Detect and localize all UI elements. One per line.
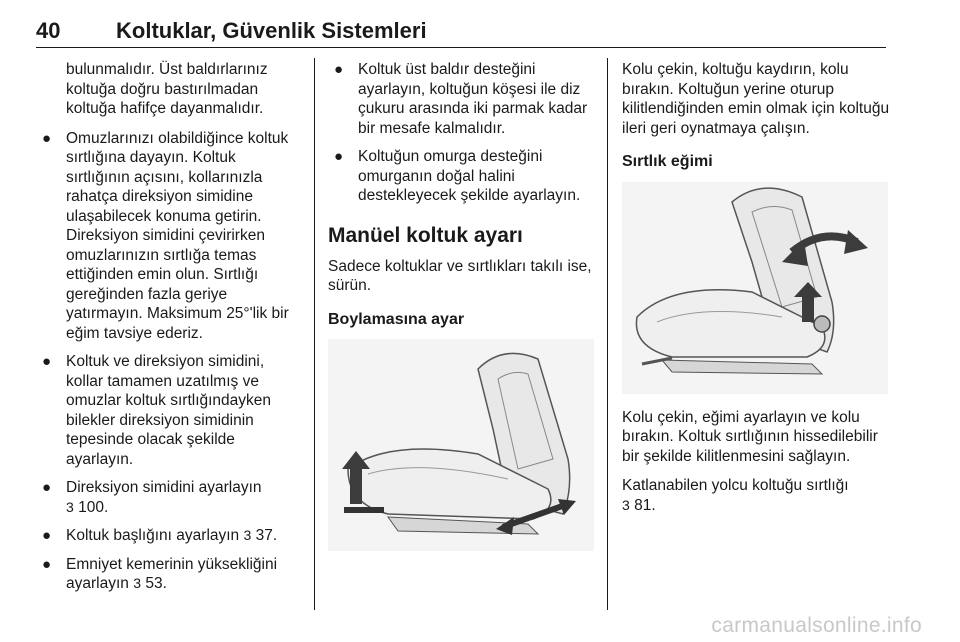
list-item (328, 60, 594, 138)
page-ref-icon: 3 (243, 527, 252, 543)
list-item (36, 478, 302, 517)
bullet-dot: ● (42, 353, 52, 370)
list-item (36, 526, 302, 546)
column-divider-left (314, 58, 315, 610)
list-item (36, 129, 302, 344)
column-3 (622, 60, 890, 525)
bullet-dot: ● (42, 129, 52, 147)
bullet-dot: ● (42, 555, 52, 573)
subsection-heading: Boylamasına ayar (328, 310, 465, 328)
seat-recline-drawing (622, 182, 888, 394)
bullet-dot: ● (42, 527, 52, 544)
col3-paragraph-2-text: Katlanabilen yolcu koltuğu sırtlığı (622, 477, 849, 494)
page-reference-link[interactable] (133, 575, 167, 592)
section-heading: Manüel koltuk ayarı (328, 223, 523, 247)
page-ref-icon: 3 (133, 575, 142, 591)
page-ref-icon: 3 (622, 496, 630, 513)
list-item-text: Omuzlarınızı olabildiğince koltuk sırtlığına dayayın. Koltuk sırtlığının açısını, kollarınızla rahatça direksiyon simidine ulaşabilecek konuma getirin. Direksiyon simidini çevirirken omuzlarınızın sırtlığa temas ettiğinden emin olun. Sırtlığı gereğinden fazla geriye yatırmayın. Maksimum 25°'lik bir eğim tavsiye ederiz. (66, 129, 289, 342)
list-item (36, 555, 302, 594)
list-item-text: Direksiyon simidini ayarlayın (66, 479, 262, 496)
watermark: carmanualsonline.info (711, 614, 922, 637)
col3-paragraph-1: Kolu çekin, eğimi ayarlayın ve kolu bırakın. Koltuk sırtlığının hissedilebilir bir şekilde kilitlenmesini sağlayın. (622, 408, 878, 465)
page-reference-link[interactable] (66, 499, 108, 516)
list-item-text: Koltuk başlığını ayarlayın (66, 527, 240, 544)
subsection-heading: Sırtlık eğimi (622, 153, 713, 170)
seat-recline-illustration (622, 182, 888, 394)
page-ref-number: 53. (145, 575, 167, 592)
page-reference-link[interactable] (244, 527, 278, 544)
col3-paragraph-2 (622, 476, 890, 515)
col1-bullet-list (36, 129, 302, 594)
col3-intro: Kolu çekin, koltuğu kaydırın, kolu bırakın. Koltuğun yerine oturup kilitlendiğinden emin olmak için koltuğu ileri geri oynatmaya çalışın. (622, 61, 890, 137)
list-item (328, 147, 594, 206)
page-ref-number: 81. (634, 496, 656, 514)
page-ref-icon: 3 (66, 498, 74, 515)
seat-longitudinal-illustration (328, 339, 594, 551)
column-2 (328, 60, 594, 565)
list-item-text: Koltuk ve direksiyon simidini, kollar tamamen uzatılmış ve omuzlar koltuk sırtlığındayken bilekler direksiyon simidinin tepesinde olacak şekilde ayarlayın. (66, 353, 272, 468)
bullet-dot: ● (334, 61, 344, 78)
page-title: Koltuklar, Güvenlik Sistemleri (116, 18, 427, 43)
col1-intro: bulunmalıdır. Üst baldırlarınız koltuğa doğru bastırılmadan koltuğa hafifçe dayanmalıdır. (66, 61, 268, 117)
list-item-text: Emniyet kemerinin yüksekliğini ayarlayın (66, 555, 278, 592)
bullet-dot: ● (334, 148, 344, 165)
seat-longitudinal-drawing (328, 339, 594, 551)
page-header (36, 14, 886, 48)
bullet-dot: ● (42, 479, 52, 496)
column-divider-right (607, 58, 608, 610)
list-item (36, 352, 302, 469)
col2-bullet-list (328, 60, 594, 206)
section-intro: Sadece koltuklar ve sırtlıkları takılı ise, sürün. (328, 257, 592, 294)
page-ref-number: 37. (255, 527, 278, 544)
list-item-text: Koltuğun omurga desteğini omurganın doğal halini destekleyecek şekilde ayarlayın. (358, 148, 581, 204)
page-ref-number: 100. (78, 498, 109, 516)
list-item-text: Koltuk üst baldır desteğini ayarlayın, koltuğun köşesi ile diz çukuru arasında iki parmak kadar bir mesafe kalmalıdır. (358, 61, 588, 137)
page-number: 40 (36, 18, 61, 43)
column-1 (36, 60, 302, 603)
page-reference-link[interactable] (622, 497, 656, 514)
header-rule (36, 47, 886, 48)
